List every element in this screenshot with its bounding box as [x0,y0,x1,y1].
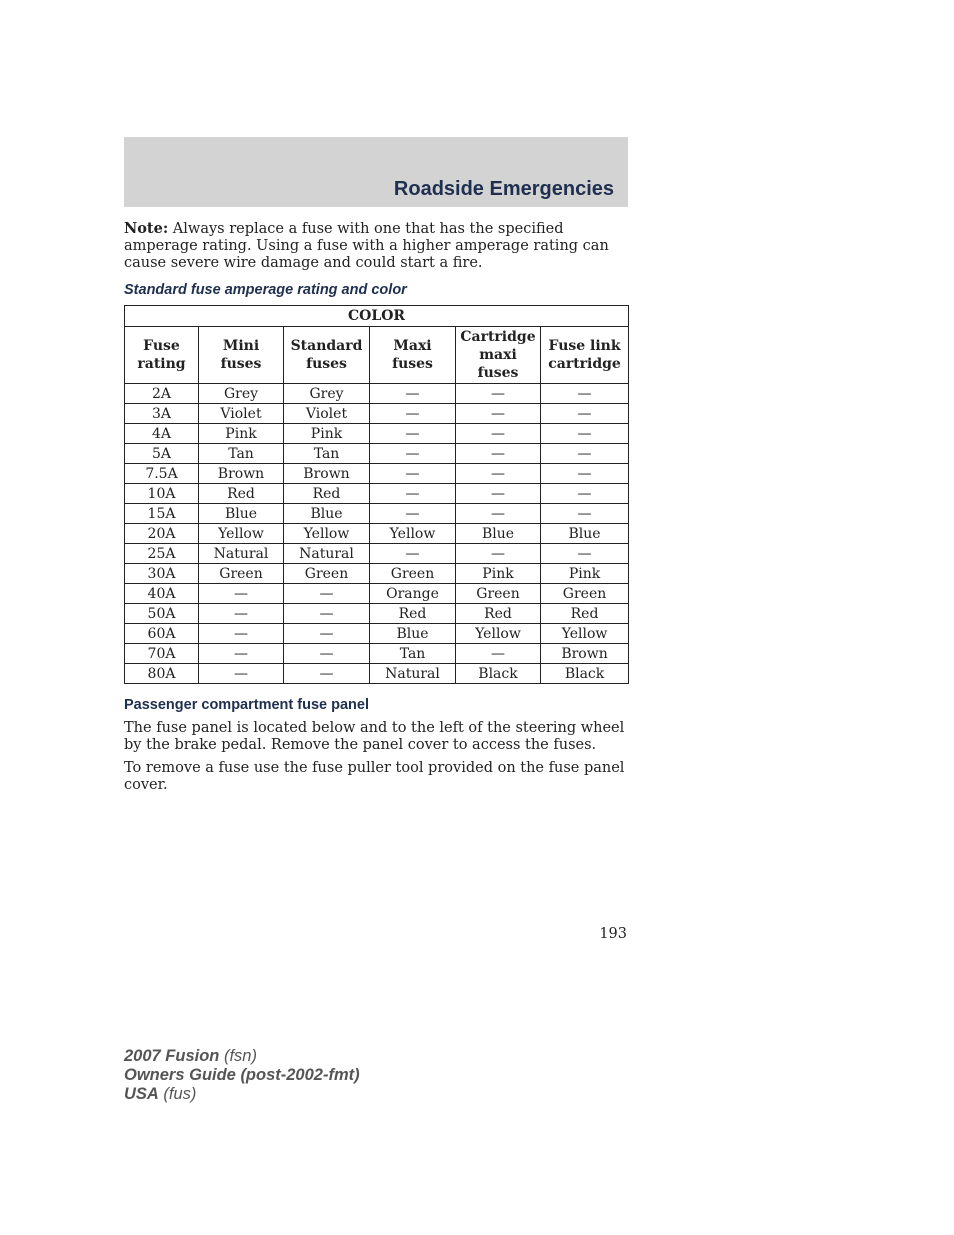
table-cell: — [456,504,541,524]
table-row [125,584,629,604]
table-row [125,564,629,584]
table-cell: — [541,464,629,484]
table-cell: Blue [284,504,370,524]
table-cell: — [541,444,629,464]
column-header [370,327,456,384]
page-number: 193 [599,926,627,942]
table-cell: 10A [125,484,199,504]
column-header-row [125,327,629,384]
table-cell: — [284,624,370,644]
table-cell: Green [199,564,284,584]
passenger-panel-paragraph-1: The fuse panel is located below and to the left of the steering wheel by the brake pedal. Remove the panel cover to access the fuses. [124,720,625,753]
table-cell: — [199,604,284,624]
table-cell: — [541,384,629,404]
column-header-line: cartridge [548,356,621,372]
table-cell: Red [370,604,456,624]
footer-model: 2007 Fusion [124,1047,220,1065]
table-cell: Brown [541,644,629,664]
column-header-line: maxi [479,347,517,363]
table-cell: — [456,424,541,444]
column-header-line: Fuse [143,338,180,354]
table-cell: Tan [199,444,284,464]
table-cell: Blue [199,504,284,524]
table-cell: Red [199,484,284,504]
table-cell: — [541,544,629,564]
table-cell: — [370,404,456,424]
table-row [125,444,629,464]
passenger-panel-paragraph-2: To remove a fuse use the fuse puller tool provided on the fuse panel cover. [124,760,625,793]
table-cell: — [541,404,629,424]
table-cell: Tan [284,444,370,464]
table-cell: 20A [125,524,199,544]
table-cell: — [370,424,456,444]
footer-line-3 [124,1085,360,1104]
table-cell: Pink [456,564,541,584]
table-cell: 50A [125,604,199,624]
table-cell: — [456,404,541,424]
column-header-line: fuses [477,365,519,381]
table-cell: Blue [456,524,541,544]
table-cell: — [199,644,284,664]
table-cell: Green [284,564,370,584]
table-cell: Natural [370,664,456,684]
table-cell: — [370,504,456,524]
footer-line-1 [124,1047,360,1066]
table-cell: — [370,544,456,564]
table-cell: — [541,484,629,504]
table-cell: Orange [370,584,456,604]
table-cell: 60A [125,624,199,644]
table-cell: Violet [284,404,370,424]
table-cell: 25A [125,544,199,564]
table-cell: Yellow [199,524,284,544]
table-cell: — [370,484,456,504]
column-header-line: Mini [222,338,260,354]
table-row [125,544,629,564]
table-row [125,524,629,544]
note-text: Always replace a fuse with one that has the specified amperage rating. Using a fuse with a higher amperage rating can cause severe wire damage and could start a fire. [124,221,609,271]
table-row [125,604,629,624]
table-cell: — [456,644,541,664]
footer-market-code: (fus) [158,1085,197,1103]
table-cell: Pink [541,564,629,584]
footer-guide: Owners Guide (post-2002-fmt) [124,1066,360,1084]
column-header-line: Standard [290,338,363,354]
table-cell: 3A [125,404,199,424]
table-cell: 80A [125,664,199,684]
table-cell: — [541,504,629,524]
column-header [199,327,284,384]
table-cell: — [199,584,284,604]
table-row [125,464,629,484]
table-cell: Brown [284,464,370,484]
table-cell: — [284,664,370,684]
fuse-color-table [124,305,629,684]
column-header-line: Maxi [393,338,432,354]
table-cell: Green [541,584,629,604]
section-header-band [124,137,628,207]
table-cell: 40A [125,584,199,604]
table-cell: 30A [125,564,199,584]
table-cell: Yellow [284,524,370,544]
table-cell: Black [541,664,629,684]
table-cell: Blue [370,624,456,644]
table-cell: — [370,384,456,404]
table-cell: Grey [199,384,284,404]
table-cell: Pink [199,424,284,444]
footer-line-2 [124,1066,360,1085]
fuse-table-title: Standard fuse amperage rating and color [124,282,407,298]
table-cell: — [370,444,456,464]
table-row [125,384,629,404]
table-cell: Yellow [541,624,629,644]
note-label: Note: [124,220,169,237]
section-title: Roadside Emergencies [393,178,614,200]
table-cell: Yellow [456,624,541,644]
table-cell: Grey [284,384,370,404]
table-cell: Green [370,564,456,584]
table-cell: — [456,444,541,464]
table-cell: 7.5A [125,464,199,484]
table-cell: Tan [370,644,456,664]
page-content [124,220,628,794]
table-cell: 4A [125,424,199,444]
table-cell: 15A [125,504,199,524]
table-cell: — [284,644,370,664]
table-cell: — [456,384,541,404]
table-cell: 70A [125,644,199,664]
table-cell: Natural [199,544,284,564]
table-cell: — [541,424,629,444]
table-row [125,504,629,524]
table-cell: 2A [125,384,199,404]
table-cell: Black [456,664,541,684]
table-cell: Red [541,604,629,624]
passenger-panel-heading: Passenger compartment fuse panel [124,697,369,713]
table-row [125,624,629,644]
table-cell: — [199,664,284,684]
table-cell: — [284,604,370,624]
column-header [541,327,629,384]
color-group-header: COLOR [125,306,629,327]
table-cell: — [370,464,456,484]
document-footer [124,1047,360,1104]
column-header-line: fuses [392,356,433,372]
column-header [284,327,370,384]
table-row [125,644,629,664]
note-paragraph [124,220,628,272]
column-header-line: Cartridge [460,329,536,345]
table-cell: Violet [199,404,284,424]
table-cell: — [199,624,284,644]
table-cell: Pink [284,424,370,444]
table-cell: Natural [284,544,370,564]
footer-model-code: (fsn) [219,1047,257,1065]
table-cell: Blue [541,524,629,544]
footer-market: USA [124,1085,159,1103]
column-header [456,327,541,384]
table-cell: — [284,584,370,604]
table-cell: 5A [125,444,199,464]
table-row [125,664,629,684]
table-row [125,424,629,444]
column-header-line: fuses [306,356,347,372]
column-header-line: fuses [220,356,262,372]
table-cell: Brown [199,464,284,484]
table-cell: Green [456,584,541,604]
table-cell: — [456,484,541,504]
column-header-line: Fuse link [548,338,621,354]
table-cell: — [456,464,541,484]
fuse-table-body [125,384,629,684]
table-row [125,404,629,424]
table-cell: — [456,544,541,564]
table-row [125,484,629,504]
column-header-line: rating [137,356,186,372]
table-cell: Red [456,604,541,624]
column-header [125,327,199,384]
table-cell: Red [284,484,370,504]
table-cell: Yellow [370,524,456,544]
